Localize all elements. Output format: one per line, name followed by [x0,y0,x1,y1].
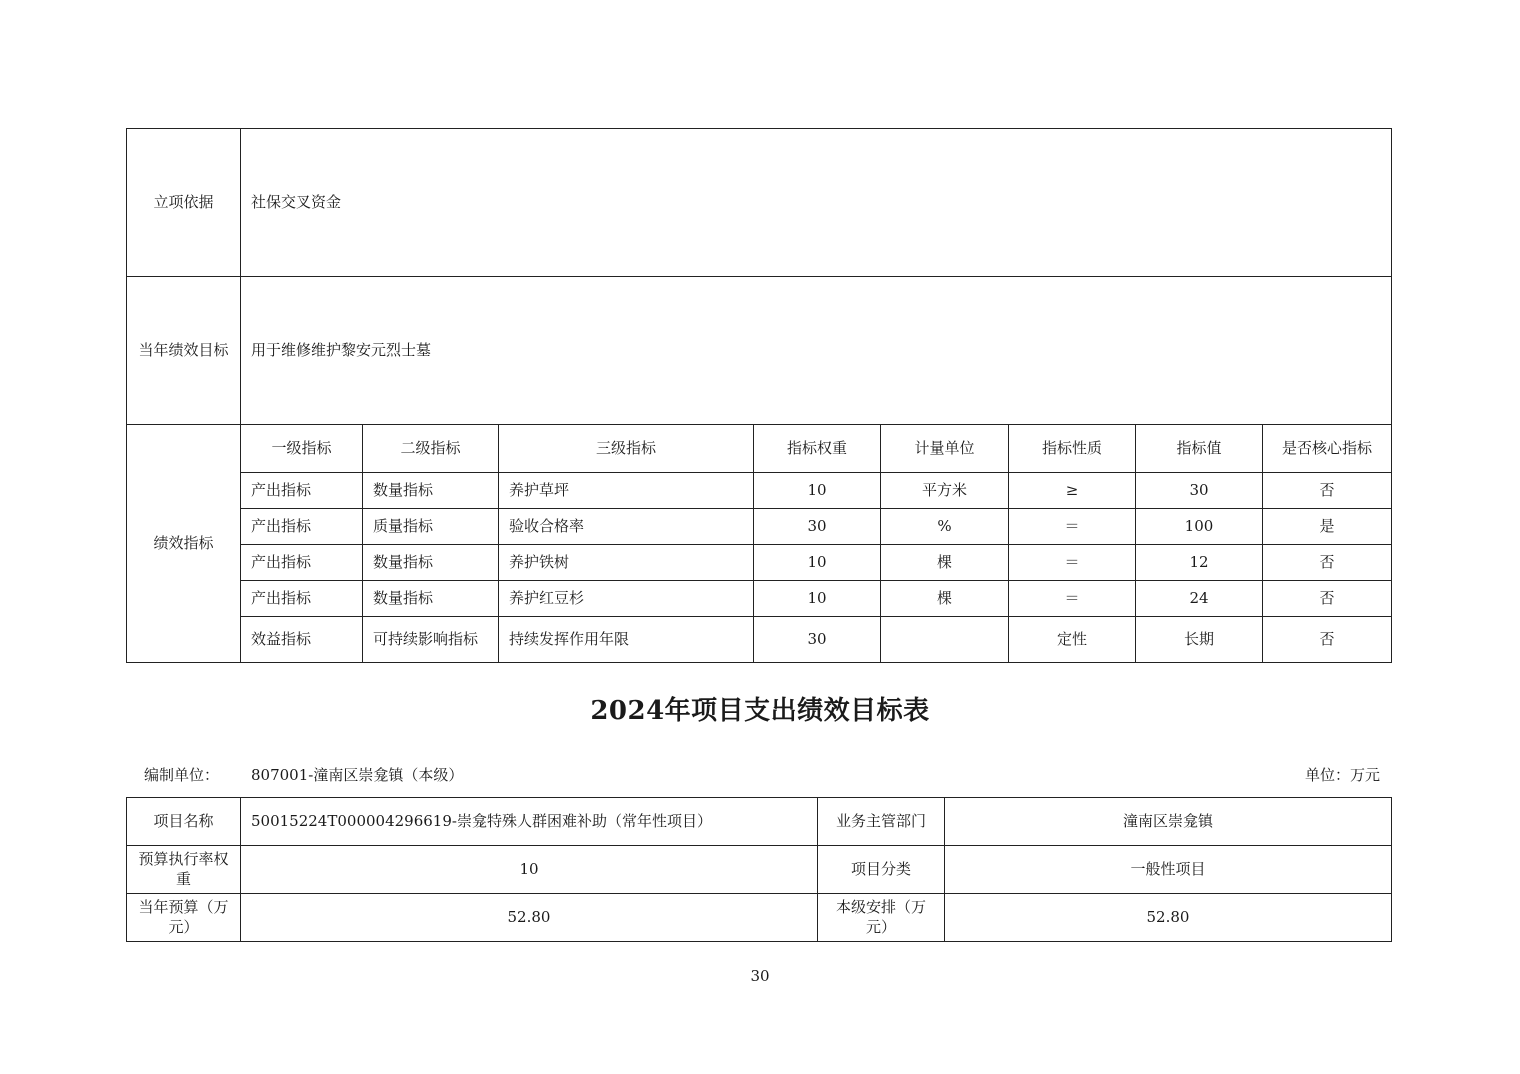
compiling-unit-value: 807001-潼南区崇龛镇（本级） [251,766,464,784]
weight-cell: 10 [754,581,881,617]
header-cell: 指标权重 [754,425,881,473]
page-number: 30 [750,967,770,985]
category-label: 项目分类 [818,846,945,894]
level3-cell: 验收合格率 [499,509,754,545]
basis-value: 社保交叉资金 [241,129,1392,277]
nature-cell: ＝ [1009,545,1136,581]
unit-cell [881,617,1009,663]
dept-value: 潼南区崇龛镇 [945,798,1392,846]
unit-cell: 棵 [881,545,1009,581]
performance-indicator-table [126,128,1392,663]
weight-cell: 30 [754,617,881,663]
level1-cell: 产出指标 [241,473,363,509]
level-label: 本级安排（万元） [818,894,945,942]
category-value: 一般性项目 [945,846,1392,894]
goal-label: 当年绩效目标 [127,277,241,425]
goal-value: 用于维修维护黎安元烈士墓 [241,277,1392,425]
table-row [127,617,1392,663]
rate-weight-value: 10 [241,846,818,894]
nature-cell: ≥ [1009,473,1136,509]
core-cell: 否 [1263,617,1392,663]
rate-weight-label: 预算执行率权重 [127,846,241,894]
level2-cell: 数量指标 [363,545,499,581]
header-cell: 一级指标 [241,425,363,473]
level2-cell: 可持续影响指标 [363,617,499,663]
weight-cell: 30 [754,509,881,545]
nature-cell: 定性 [1009,617,1136,663]
value-cell: 30 [1136,473,1263,509]
header-cell: 指标值 [1136,425,1263,473]
level2-cell: 数量指标 [363,473,499,509]
header-cell: 是否核心指标 [1263,425,1392,473]
level1-cell: 产出指标 [241,509,363,545]
dept-label: 业务主管部门 [818,798,945,846]
core-cell: 否 [1263,545,1392,581]
weight-cell: 10 [754,545,881,581]
budget-label: 当年预算（万元） [127,894,241,942]
unit-cell: % [881,509,1009,545]
header-cell: 二级指标 [363,425,499,473]
value-cell: 24 [1136,581,1263,617]
nature-cell: ＝ [1009,509,1136,545]
unit-cell: 平方米 [881,473,1009,509]
project-name-label: 项目名称 [127,798,241,846]
level1-cell: 效益指标 [241,617,363,663]
level1-cell: 产出指标 [241,581,363,617]
weight-cell: 10 [754,473,881,509]
budget-value: 52.80 [241,894,818,942]
level3-cell: 养护红豆杉 [499,581,754,617]
value-cell: 长期 [1136,617,1263,663]
value-cell: 100 [1136,509,1263,545]
core-cell: 否 [1263,581,1392,617]
header-cell: 三级指标 [499,425,754,473]
header-cell: 指标性质 [1009,425,1136,473]
table-row [127,581,1392,617]
basis-label: 立项依据 [127,129,241,277]
level3-cell: 持续发挥作用年限 [499,617,754,663]
level-value: 52.80 [945,894,1392,942]
indicators-label: 绩效指标 [127,425,241,663]
level3-cell: 养护铁树 [499,545,754,581]
header-cell: 计量单位 [881,425,1009,473]
level3-cell: 养护草坪 [499,473,754,509]
core-cell: 是 [1263,509,1392,545]
table-row [127,473,1392,509]
core-cell: 否 [1263,473,1392,509]
unit-cell: 棵 [881,581,1009,617]
level1-cell: 产出指标 [241,545,363,581]
compiling-unit-label: 编制单位： [144,766,220,784]
project-name-value: 50015224T000004296619-崇龛特殊人群困难补助（常年性项目） [241,798,818,846]
page-title: 2024年项目支出绩效目标表 [590,696,930,726]
table-row [127,509,1392,545]
nature-cell: ＝ [1009,581,1136,617]
value-cell: 12 [1136,545,1263,581]
project-info-table [126,797,1392,942]
level2-cell: 数量指标 [363,581,499,617]
level2-cell: 质量指标 [363,509,499,545]
table-row [127,545,1392,581]
currency-unit: 单位：万元 [1304,766,1380,784]
